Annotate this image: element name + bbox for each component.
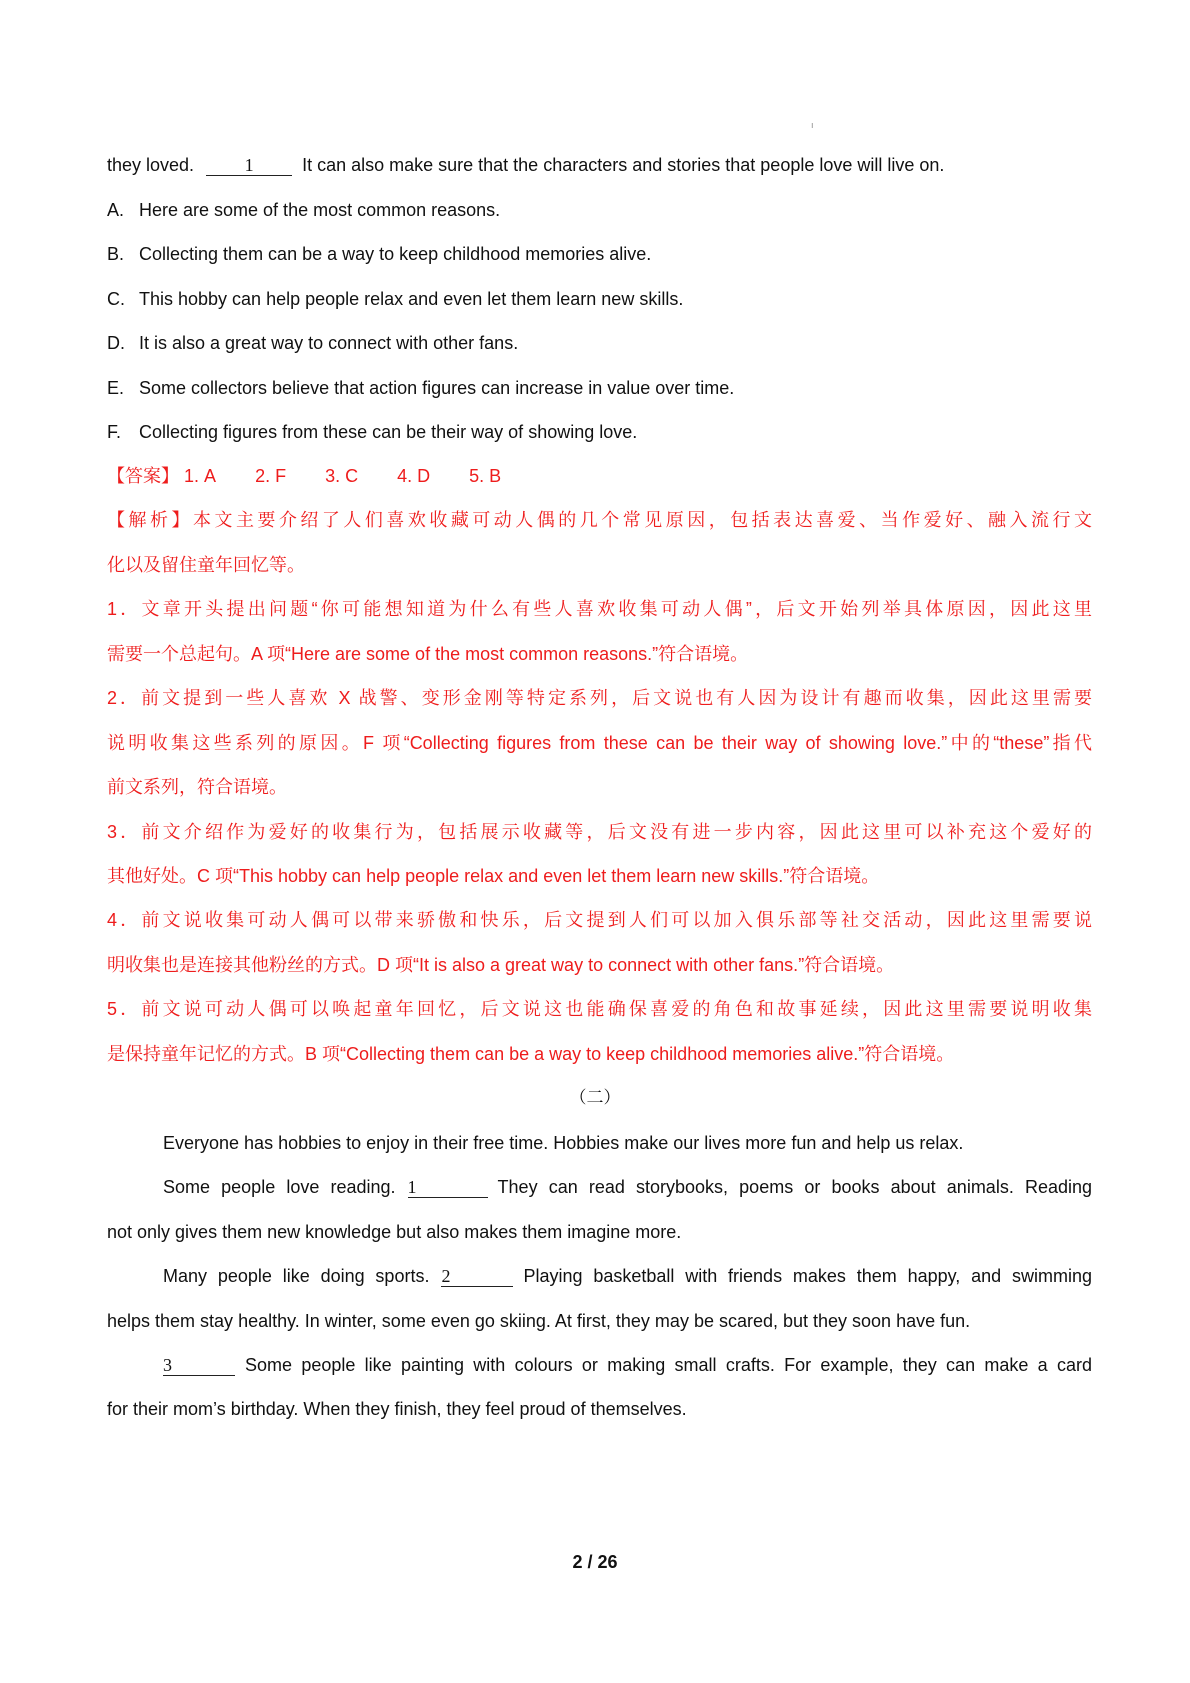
option-c: [107, 286, 1092, 312]
analysis-line: 化以及留住童年回忆等。: [107, 555, 305, 575]
paragraph-4: [163, 1352, 1092, 1378]
blank-2: 2: [441, 1266, 513, 1287]
text: Some people like painting with colours or making small crafts. For example, they can make a card: [245, 1355, 1092, 1375]
page-number: 2 / 26: [572, 1552, 618, 1572]
option-letter: C.: [107, 289, 125, 309]
option-e: [107, 375, 1092, 401]
text: It can also make sure that the characters and stories that people love will live on.: [302, 155, 945, 175]
answer-item: 5. B: [469, 466, 502, 486]
option-letter: B.: [107, 244, 125, 264]
option-f: [107, 419, 1092, 445]
paragraph-2: [163, 1174, 1092, 1200]
analysis-line: 其他好处。C 项“This hobby can help people relax and even let them learn new skills.”符合语境。: [107, 866, 880, 886]
analysis-line: 是保持童年记忆的方式。B 项“Collecting them can be a way to keep childhood memories alive.”符合语境。: [107, 1044, 955, 1064]
answer-item: 2. F: [255, 466, 287, 486]
analysis-line: 明收集也是连接其他粉丝的方式。D 项“It is also a great way to connect with other fans.”符合语境。: [107, 955, 895, 975]
paragraph-1: Everyone has hobbies to enjoy in their free time. Hobbies make our lives more fun and help us relax.: [163, 1133, 964, 1153]
text: Many people like doing sports.: [163, 1266, 430, 1286]
option-text: Collecting figures from these can be their way of showing love.: [139, 422, 638, 442]
option-letter: D.: [107, 333, 125, 353]
analysis-label: 【解析】: [107, 510, 193, 530]
analysis-line: 5．前文说可动人偶可以唤起童年回忆，后文说这也能确保喜爱的角色和故事延续，因此这里需要说明收集: [107, 999, 1092, 1019]
blank-1: 1: [408, 1177, 488, 1198]
answer-line: [107, 463, 1092, 489]
paragraph-3: [163, 1263, 1092, 1289]
analysis-line: [107, 507, 1092, 533]
analysis-line: 说明收集这些系列的原因。F 项“Collecting figures from these can be their way of showing love.”中的“these”指代: [107, 733, 1092, 753]
paragraph-4-cont: for their mom’s birthday. When they finish, they feel proud of themselves.: [107, 1399, 687, 1419]
analysis-line: 4．前文说收集可动人偶可以带来骄傲和快乐，后文提到人们可以加入俱乐部等社交活动，因此这里需要说: [107, 910, 1092, 930]
option-b: [107, 241, 1092, 267]
text: Some people love reading.: [163, 1177, 396, 1197]
blank-3: 3: [163, 1355, 235, 1376]
analysis-text: 本文主要介绍了人们喜欢收藏可动人偶的几个常见原因，包括表达喜爱、当作爱好、融入流行文: [192, 510, 1093, 530]
option-text: This hobby can help people relax and even let them learn new skills.: [139, 289, 684, 309]
analysis-line: 前文系列，符合语境。: [107, 777, 287, 797]
option-a: [107, 197, 1092, 223]
paragraph-2-cont: not only gives them new knowledge but also makes them imagine more.: [107, 1222, 682, 1242]
analysis-line: 需要一个总起句。A 项“Here are some of the most common reasons.”符合语境。: [107, 644, 749, 664]
option-text: Some collectors believe that action figures can increase in value over time.: [139, 378, 735, 398]
option-letter: F.: [107, 422, 122, 442]
paragraph-3-cont: helps them stay healthy. In winter, some even go skiing. At first, they may be scared, but they soon have fun.: [107, 1311, 971, 1331]
answer-item: 4. D: [397, 466, 431, 486]
option-text: Here are some of the most common reasons.: [139, 200, 501, 220]
analysis-line: 3．前文介绍作为爱好的收集行为，包括展示收藏等，后文没有进一步内容，因此这里可以补充这个爱好的: [107, 822, 1092, 842]
text: They can read storybooks, poems or books about animals. Reading: [497, 1177, 1093, 1197]
answer-item: 1. A: [184, 466, 217, 486]
analysis-line: 2．前文提到一些人喜欢 X 战警、变形金刚等特定系列，后文说也有人因为设计有趣而收集，因此这里需要: [107, 688, 1092, 708]
section-title: （二）: [569, 1088, 621, 1108]
passage-last-line: [107, 152, 1092, 178]
header-mark: ı: [811, 120, 814, 130]
option-text: It is also a great way to connect with other fans.: [139, 333, 519, 353]
answer-label: 【答案】: [107, 466, 179, 486]
text: Playing basketball with friends makes them happy, and swimming: [523, 1266, 1092, 1286]
option-letter: E.: [107, 378, 125, 398]
answer-item: 3. C: [325, 466, 359, 486]
blank-1: 1: [206, 155, 292, 176]
option-letter: A.: [107, 200, 125, 220]
analysis-line: 1．文章开头提出问题“你可能想知道为什么有些人喜欢收集可动人偶”，后文开始列举具体原因，因此这里: [107, 599, 1092, 619]
text: they loved.: [107, 155, 195, 175]
option-d: [107, 330, 1092, 356]
option-text: Collecting them can be a way to keep childhood memories alive.: [139, 244, 652, 264]
